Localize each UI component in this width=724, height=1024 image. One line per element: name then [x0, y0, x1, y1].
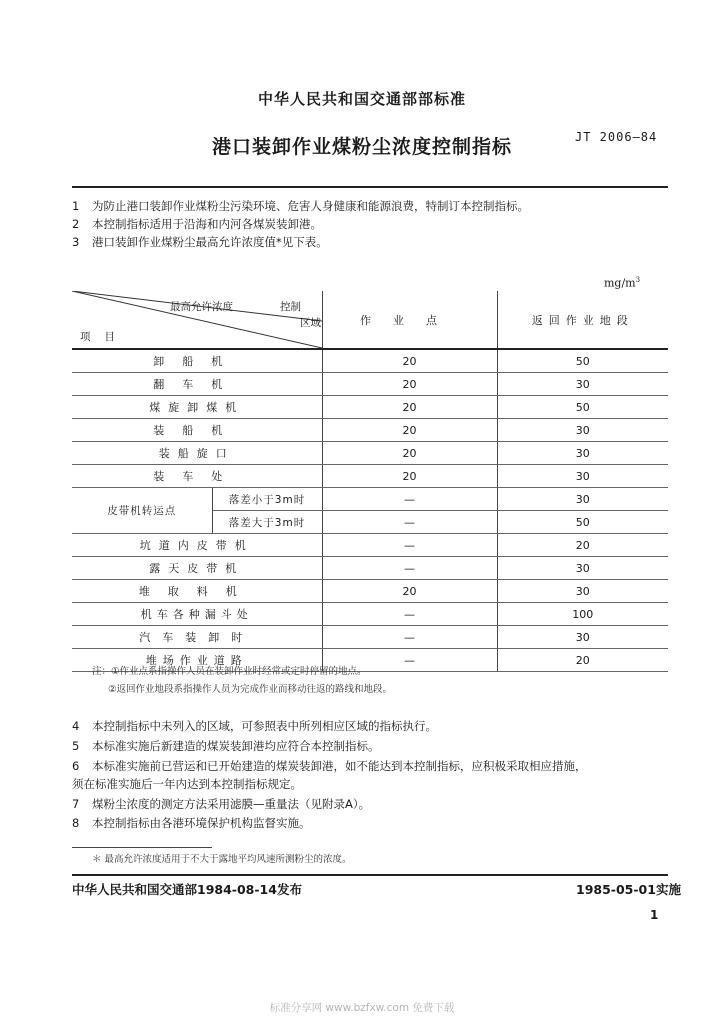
paragraph-4 — [72, 719, 437, 733]
paragraph-text: 煤粉尘浓度的测定方法采用滤膜—重量法（见附录A）。 — [92, 797, 371, 811]
row-return-value: 30 — [497, 419, 668, 442]
paragraph-number: 4 — [72, 719, 80, 733]
table-row — [72, 465, 668, 488]
row-item: 翻车机 — [72, 373, 322, 396]
row-item: 煤旋卸煤机 — [72, 396, 322, 419]
document-title: 港口装卸作业煤粉尘浓度控制指标 — [211, 136, 512, 158]
header-control: 控制 — [280, 301, 301, 313]
row-work-value: — — [322, 603, 497, 626]
table-header-row — [72, 291, 668, 349]
row-return-value: 30 — [497, 557, 668, 580]
concentration-table — [72, 291, 668, 672]
table-row — [72, 373, 668, 396]
row-subitem: 落差小于3m时 — [212, 488, 322, 511]
page-number: 1 — [650, 908, 659, 922]
paragraph-8 — [72, 816, 311, 830]
issue-date: 中华人民共和国交通部1984-08-14发布 — [72, 882, 302, 897]
header-return-section: 返回作业地段 — [497, 291, 668, 349]
row-return-value: 100 — [497, 603, 668, 626]
row-return-value: 30 — [497, 465, 668, 488]
row-item: 卸船机 — [72, 349, 322, 373]
watermark: 标准分享网 www.bzfxw.com 免费下载 — [269, 1002, 455, 1014]
paragraph-number: 5 — [72, 739, 80, 753]
paragraph-1 — [72, 199, 529, 213]
row-return-value: 20 — [497, 649, 668, 672]
row-return-value: 30 — [497, 373, 668, 396]
paragraph-text: 本标准实施前已营运和已开始建造的煤炭装卸港，如不能达到本控制指标，应积极采取相应措施， — [92, 759, 587, 773]
header-zone: 区域 — [300, 317, 321, 329]
belt-transfer-point-label: 皮带机转运点 — [72, 488, 212, 534]
paragraph-text: 须在标准实施后一年内达到本控制指标规定。 — [72, 777, 302, 791]
row-work-value: 20 — [322, 442, 497, 465]
paragraph-6-continued — [72, 777, 302, 791]
row-work-value: — — [322, 534, 497, 557]
paragraph-number: 6 — [72, 759, 80, 773]
paragraph-number: 8 — [72, 816, 80, 830]
paragraph-3 — [72, 235, 328, 249]
paragraph-number: 7 — [72, 797, 80, 811]
header-rule — [72, 186, 668, 188]
row-item: 汽车装卸时 — [72, 626, 322, 649]
row-work-value: — — [322, 488, 497, 511]
row-return-value: 50 — [497, 396, 668, 419]
header-max-concentration: 最高允许浓度 — [170, 301, 233, 313]
row-item: 机车各种漏斗处 — [72, 603, 322, 626]
paragraph-text: 为防止港口装卸作业煤粉尘污染环境、危害人身健康和能源浪费，特制订本控制指标。 — [92, 199, 529, 213]
row-return-value: 30 — [497, 580, 668, 603]
table-row — [72, 580, 668, 603]
row-work-value: 20 — [322, 349, 497, 373]
row-item: 装船机 — [72, 419, 322, 442]
paragraph-number: 1 — [72, 199, 80, 213]
row-return-value: 50 — [497, 349, 668, 373]
paragraph-text: 本控制指标由各港环境保护机构监督实施。 — [92, 816, 311, 830]
table-row — [72, 442, 668, 465]
table-row — [72, 534, 668, 557]
table-row — [72, 626, 668, 649]
row-item: 堆场作业道路 — [72, 649, 322, 672]
row-work-value: — — [322, 649, 497, 672]
row-work-value: 20 — [322, 580, 497, 603]
row-subitem: 落差大于3m时 — [212, 511, 322, 534]
row-work-value: 20 — [322, 419, 497, 442]
paragraph-number: 2 — [72, 217, 80, 231]
row-work-value: — — [322, 511, 497, 534]
table-row — [72, 419, 668, 442]
header-work-point: 作业点 — [322, 291, 497, 349]
standard-number: JT 2006—84 — [575, 130, 658, 144]
header-item: 项目 — [80, 331, 129, 343]
footnote: ＊ 最高允许浓度适用于不大于露地平均风速所测粉尘的浓度。 — [92, 854, 352, 865]
row-item: 装船旋口 — [72, 442, 322, 465]
table-row — [72, 349, 668, 373]
table-row — [72, 396, 668, 419]
table-row — [72, 603, 668, 626]
row-return-value: 50 — [497, 511, 668, 534]
paragraph-text: 本控制指标中未列入的区域，可参照表中所列相应区域的指标执行。 — [92, 719, 437, 733]
unit-text: mg/m — [604, 276, 636, 290]
table-row — [72, 557, 668, 580]
row-return-value: 30 — [497, 626, 668, 649]
footer-rule — [72, 874, 668, 876]
row-item: 装车处 — [72, 465, 322, 488]
row-return-value: 30 — [497, 488, 668, 511]
table-note-1: 注：①作业点系指操作人员在装卸作业时经常或定时停留的地点。 — [92, 666, 367, 677]
row-work-value: 20 — [322, 465, 497, 488]
table-row — [72, 488, 668, 511]
paragraph-2 — [72, 217, 322, 231]
row-work-value: — — [322, 557, 497, 580]
unit-exponent: 3 — [635, 276, 641, 284]
row-work-value: — — [322, 626, 497, 649]
issuing-organization: 中华人民共和国交通部部标准 — [257, 90, 466, 108]
paragraph-6 — [72, 759, 587, 773]
table-unit — [604, 276, 640, 290]
paragraph-text: 港口装卸作业煤粉尘最高允许浓度值*见下表。 — [92, 235, 328, 249]
paragraph-7 — [72, 797, 370, 811]
row-item: 堆取料机 — [72, 580, 322, 603]
paragraph-5 — [72, 739, 380, 753]
row-work-value: 20 — [322, 373, 497, 396]
effective-date: 1985-05-01实施 — [576, 882, 681, 897]
row-work-value: 20 — [322, 396, 497, 419]
footnote-rule — [72, 847, 212, 848]
row-return-value: 20 — [497, 534, 668, 557]
diagonal-header-cell — [72, 291, 322, 349]
row-item: 露天皮带机 — [72, 557, 322, 580]
row-return-value: 30 — [497, 442, 668, 465]
row-item: 坑道内皮带机 — [72, 534, 322, 557]
paragraph-text: 本标准实施后新建造的煤炭装卸港均应符合本控制指标。 — [92, 739, 380, 753]
paragraph-number: 3 — [72, 235, 80, 249]
table-note-2: ②返回作业地段系指操作人员为完成作业而移动往返的路线和地段。 — [108, 684, 393, 695]
paragraph-text: 本控制指标适用于沿海和内河各煤炭装卸港。 — [92, 217, 322, 231]
